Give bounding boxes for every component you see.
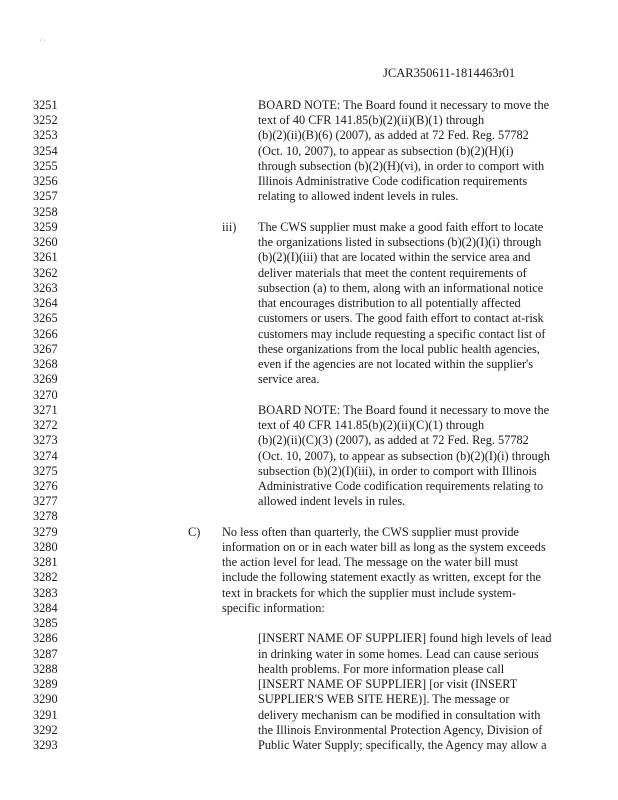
line-number: 3273 [33, 433, 58, 448]
line-number: 3270 [33, 387, 58, 402]
line-text: these organizations from the local public health agencies, [258, 341, 540, 356]
line-number: 3259 [33, 219, 58, 234]
line-text: The CWS supplier must make a good faith effort to locate [258, 219, 544, 234]
line-text: subsection (a) to them, along with an informational notice [258, 280, 544, 295]
line-number: 3280 [33, 539, 58, 554]
document-line [0, 616, 618, 631]
document-line [0, 357, 618, 372]
line-number: 3253 [33, 128, 58, 143]
line-number: 3262 [33, 265, 58, 280]
line-text: text of 40 CFR 141.85(b)(2)(ii)(C)(1) through [258, 418, 485, 433]
line-text: in drinking water in some homes. Lead can cause serious [258, 646, 539, 661]
document-line [0, 631, 618, 646]
line-text: (b)(2)(ii)(C)(3) (2007), as added at 72 Fed. Reg. 57782 [258, 433, 529, 448]
line-number: 3260 [33, 235, 58, 250]
line-number: 3285 [33, 616, 58, 631]
document-line [0, 418, 618, 433]
document-line [0, 342, 618, 357]
document-id: JCAR350611-1814463r01 [383, 66, 516, 80]
line-text: [INSERT NAME OF SUPPLIER] found high levels of lead [258, 631, 552, 646]
line-text: the Illinois Environmental Protection Agency, Division of [258, 722, 543, 737]
line-text: Illinois Administrative Code codification requirements [258, 174, 528, 189]
document-line [0, 266, 618, 281]
document-line [0, 205, 618, 220]
line-text: allowed indent levels in rules. [258, 494, 406, 509]
line-text: (Oct. 10, 2007), to appear as subsection (b)(2)(I)(i) through [258, 448, 550, 463]
line-number: 3252 [33, 113, 58, 128]
line-text: the action level for lead. The message on the water bill must [222, 555, 519, 570]
document-line [0, 479, 618, 494]
document-line [0, 677, 618, 692]
document-line [0, 372, 618, 387]
document-line [0, 327, 618, 342]
line-number: 3268 [33, 357, 58, 372]
line-number: 3266 [33, 326, 58, 341]
document-line [0, 464, 618, 479]
line-number: 3267 [33, 341, 58, 356]
scan-marks: ' ' [40, 38, 45, 47]
line-number: 3283 [33, 585, 58, 600]
line-number: 3289 [33, 677, 58, 692]
line-number: 3276 [33, 479, 58, 493]
document-line [0, 113, 618, 128]
document-line [0, 433, 618, 448]
line-text: (b)(2)(ii)(B)(6) (2007), as added at 72 Fed. Reg. 57782 [258, 128, 529, 143]
line-number: 3288 [33, 661, 58, 676]
line-number: 3282 [33, 570, 58, 585]
document-line [0, 250, 618, 265]
document-line [0, 555, 618, 570]
line-text: Administrative Code codification requirements relating to [258, 479, 544, 493]
document-line [0, 708, 618, 723]
document-line [0, 692, 618, 707]
line-text: even if the agencies are not located within the supplier's [258, 357, 534, 372]
line-text: (Oct. 10, 2007), to appear as subsection (b)(2)(H)(i) [258, 143, 514, 158]
line-text: deliver materials that meet the content requirements of [258, 265, 527, 280]
line-text: specific information: [222, 600, 325, 615]
line-number: 3279 [33, 524, 58, 539]
document-line [0, 586, 618, 601]
line-text: customers or users. The good faith effort to contact at-risk [258, 311, 544, 326]
line-number: 3254 [33, 143, 58, 158]
line-text: SUPPLIER'S WEB SITE HERE)]. The message or [258, 692, 510, 707]
document-line [0, 220, 618, 235]
line-text: No less often than quarterly, the CWS supplier must provide [222, 524, 520, 539]
document-line [0, 189, 618, 204]
line-text: relating to allowed indent levels in rules. [258, 189, 459, 204]
document-line [0, 570, 618, 585]
line-number: 3278 [33, 509, 58, 524]
document-line [0, 738, 618, 753]
line-number: 3269 [33, 372, 58, 387]
line-number: 3256 [33, 174, 58, 189]
line-number: 3275 [33, 463, 58, 478]
line-number: 3271 [33, 402, 58, 417]
line-number: 3293 [33, 738, 58, 753]
line-number: 3281 [33, 555, 58, 570]
line-text: service area. [258, 372, 320, 387]
document-line [0, 540, 618, 555]
document-line [0, 311, 618, 326]
line-text: BOARD NOTE: The Board found it necessary to move the [258, 402, 550, 417]
document-line [0, 525, 618, 540]
document-line [0, 159, 618, 174]
line-text: health problems. For more information please call [258, 661, 505, 676]
document-line [0, 662, 618, 677]
line-number: 3251 [33, 98, 58, 112]
document-line [0, 723, 618, 738]
line-number: 3286 [33, 631, 58, 646]
line-number: 3274 [33, 448, 58, 463]
document-line [0, 128, 618, 143]
document-line [0, 601, 618, 616]
line-number: 3263 [33, 280, 58, 295]
document-line [0, 174, 618, 189]
line-text: that encourages distribution to all potentially affected [258, 296, 521, 311]
line-text: Public Water Supply; specifically, the Agency may allow a [258, 738, 547, 753]
line-text: customers may include requesting a specific contact list of [258, 326, 546, 341]
document-line [0, 235, 618, 250]
line-text: text of 40 CFR 141.85(b)(2)(ii)(B)(1) through [258, 113, 485, 128]
document-line [0, 144, 618, 159]
document-line [0, 296, 618, 311]
line-number: 3292 [33, 722, 58, 737]
line-number: 3264 [33, 296, 58, 311]
line-text: BOARD NOTE: The Board found it necessary to move the [258, 98, 550, 112]
document-line [0, 647, 618, 662]
line-number: 3272 [33, 418, 58, 433]
line-number: 3261 [33, 250, 58, 265]
line-text: through subsection (b)(2)(H)(vi), in order to comport with [258, 158, 545, 173]
line-number: 3255 [33, 158, 58, 173]
line-number: 3258 [33, 204, 58, 219]
list-marker: iii) [222, 219, 237, 234]
document-line [0, 494, 618, 509]
line-text: [INSERT NAME OF SUPPLIER] [or visit (INSERT [258, 677, 518, 692]
line-number: 3291 [33, 707, 58, 722]
line-number: 3290 [33, 692, 58, 707]
document-line [0, 509, 618, 524]
line-text: include the following statement exactly as written, except for the [222, 570, 541, 585]
line-text: the organizations listed in subsections (b)(2)(I)(i) through [258, 235, 542, 250]
document-line [0, 403, 618, 418]
line-text: text in brackets for which the supplier must include system- [222, 585, 517, 600]
line-text: information on or in each water bill as long as the system exceeds [222, 539, 546, 554]
line-number: 3257 [33, 189, 58, 204]
line-text: delivery mechanism can be modified in consultation with [258, 707, 541, 722]
document-line [0, 449, 618, 464]
line-number: 3287 [33, 646, 58, 661]
line-number: 3265 [33, 311, 58, 326]
list-marker: C) [188, 524, 201, 539]
document-line [0, 388, 618, 403]
document-line [0, 281, 618, 296]
line-number: 3284 [33, 600, 58, 615]
line-text: (b)(2)(I)(iii) that are located within the service area and [258, 250, 531, 265]
line-text: subsection (b)(2)(I)(iii), in order to comport with Illinois [258, 463, 537, 478]
document-line [0, 98, 618, 113]
line-number: 3277 [33, 494, 58, 509]
